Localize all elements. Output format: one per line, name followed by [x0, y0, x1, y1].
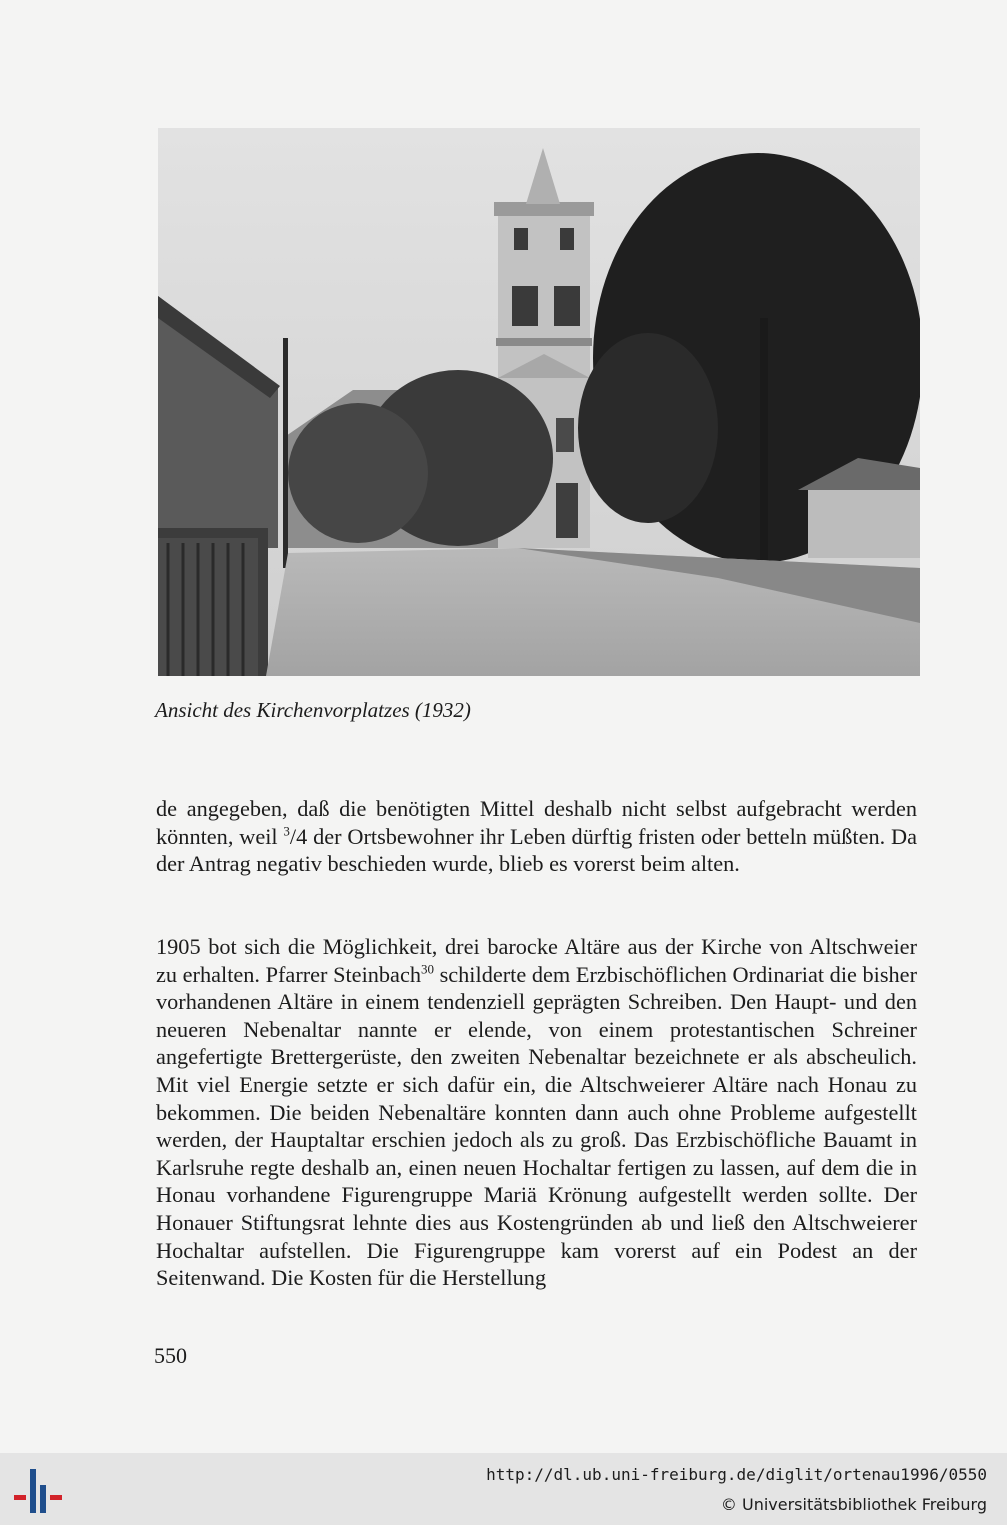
logo-bar-tall — [30, 1469, 36, 1513]
footnote-marker: 30 — [421, 961, 434, 977]
paragraph-2-text-before: 1905 bot sich die Möglichkeit, drei barocke Altäre aus der Kirche von Altschweier zu erhalten. Pfarrer Steinbach — [156, 934, 917, 987]
church-photograph-illustration — [158, 128, 920, 676]
page-number: 550 — [154, 1343, 187, 1368]
paragraph-1-text-before: de angegeben, daß die benötigten Mittel deshalb nicht selbst aufgebracht werden könnten, weil — [156, 796, 917, 849]
logo-bar-short — [40, 1485, 46, 1513]
footer-copyright: © Universitätsbibliothek Freiburg — [720, 1495, 987, 1514]
figure-caption: Ansicht des Kirchenvorplatzes (1932) — [155, 698, 471, 722]
church-photograph — [158, 128, 920, 676]
fraction-numerator: 3 — [283, 823, 290, 839]
logo-dash-left — [14, 1495, 26, 1500]
logo-dash-right — [50, 1495, 62, 1500]
paragraph-1 — [156, 795, 917, 878]
library-logo-icon — [12, 1465, 64, 1517]
paragraph-1-text-after: der Ortsbewohner ihr Leben dürftig fristen oder betteln müßten. Da der Antrag negativ beschieden wurde, blieb es vorerst beim alten. — [156, 823, 917, 877]
paragraph-2 — [156, 933, 917, 1292]
footer-bar — [0, 1453, 1007, 1525]
footer-url-link[interactable]: http://dl.ub.uni-freiburg.de/diglit/ortenau1996/0550 — [486, 1465, 987, 1484]
fraction-denominator: /4 — [289, 823, 308, 849]
paragraph-2-text-after: schilderte dem Erzbischöflichen Ordinariat die bisher vorhandenen Altäre in einem tendenziell geprägten Schreiben. Den Haupt- und den neueren Nebenaltar nannte er elende, von einem protestantischen Schreiner angefertigte Brettergerüste, den zweiten Nebenaltar bezeichnete er als abscheulich. Mit viel Energie setzte er sich dafür ein, die Altschweierer Altäre nach Honau zu bekommen. Die beiden Nebenaltäre konnten dann auch ohne Probleme aufgestellt werden, der Hauptaltar erschien jedoch als zu groß. Das Erzbischöfliche Bauamt in Karlsruhe regte deshalb an, einen neuen Hochaltar fertigen zu lassen, auf dem die in Honau vorhandene Figurengruppe Mariä Krönung aufgestellt werden sollte. Der Honauer Stiftungsrat lehnte dies aus Kostengründen ab und ließ den Altschweierer Hochaltar aufstellen. Die Figurengruppe kam vorerst auf ein Podest an der Seitenwand. Die Kosten für die Herstellung — [156, 961, 917, 1291]
